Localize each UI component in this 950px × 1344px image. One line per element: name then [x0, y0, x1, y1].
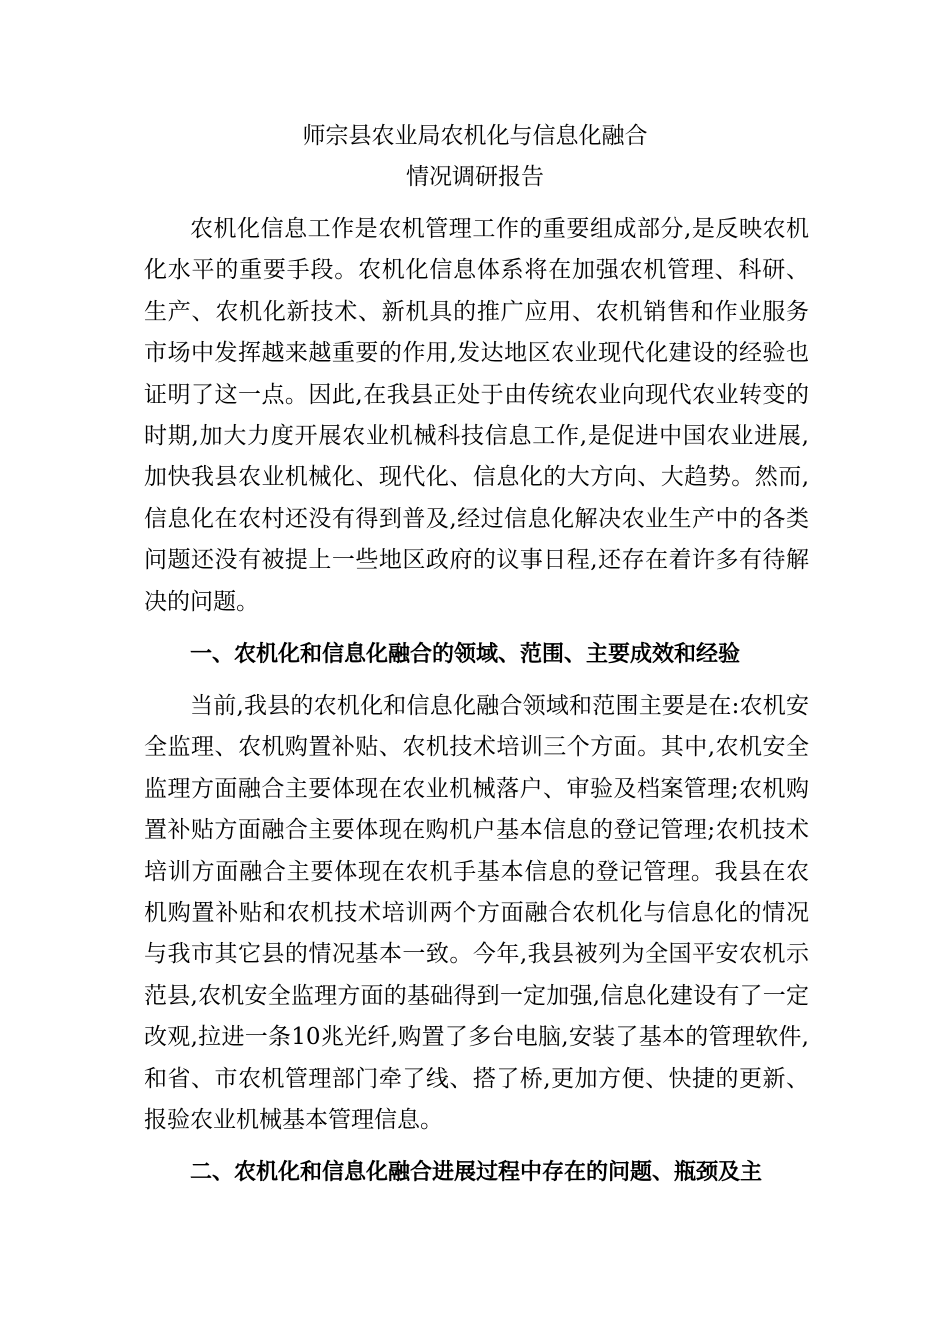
- intro-paragraph: 农机化信息工作是农机管理工作的重要组成部分,是反映农机化水平的重要手段。农机化信息体系将在加强农机管理、科研、生产、农机化新技术、新机具的推广应用、农机销售和作业服务市场中发挥越来越重要的作用,发达地区农业现代化建设的经验也证明了这一点。因此,在我县正处于由传统农业向现代农业转变的时期,加大力度开展农业机械科技信息工作,是促进中国农业进展,加快我县农业机械化、现代化、信息化的大方向、大趋势。然而,信息化在农村还没有得到普及,经过信息化解决农业生产中的各类问题还没有被提上一些地区政府的议事日程,还存在着许多有待解决的问题。: [144, 216, 809, 615]
- section-heading-1: 一、农机化和信息化融合的领域、范围、主要成效和经验: [190, 641, 741, 667]
- document-title-line-1: 师宗县农业局农机化与信息化融合: [302, 123, 648, 149]
- section-1-paragraph: 当前,我县的农机化和信息化融合领域和范围主要是在:农机安全监理、农机购置补贴、农机技术培训三个方面。其中,农机安全监理方面融合主要体现在农业机械落户、审验及档案管理;农机购置补贴方面融合主要体现在购机户基本信息的登记管理;农机技术培训方面融合主要体现在农机手基本信息的登记管理。我县在农机购置补贴和农机技术培训两个方面融合农机化与信息化的情况与我市其它县的情况基本一致。今年,我县被列为全国平安农机示范县,农机安全监理方面的基础得到一定加强,信息化建设有了一定改观,拉进一条10兆光纤,购置了多台电脑,安装了基本的管理软件,和省、市农机管理部门牵了线、搭了桥,更加方便、快捷的更新、报验农业机械基本管理信息。: [144, 693, 809, 1134]
- section-heading-2: 二、农机化和信息化融合进展过程中存在的问题、瓶颈及主: [190, 1159, 763, 1185]
- document-title-line-2: 情况调研报告: [406, 164, 544, 190]
